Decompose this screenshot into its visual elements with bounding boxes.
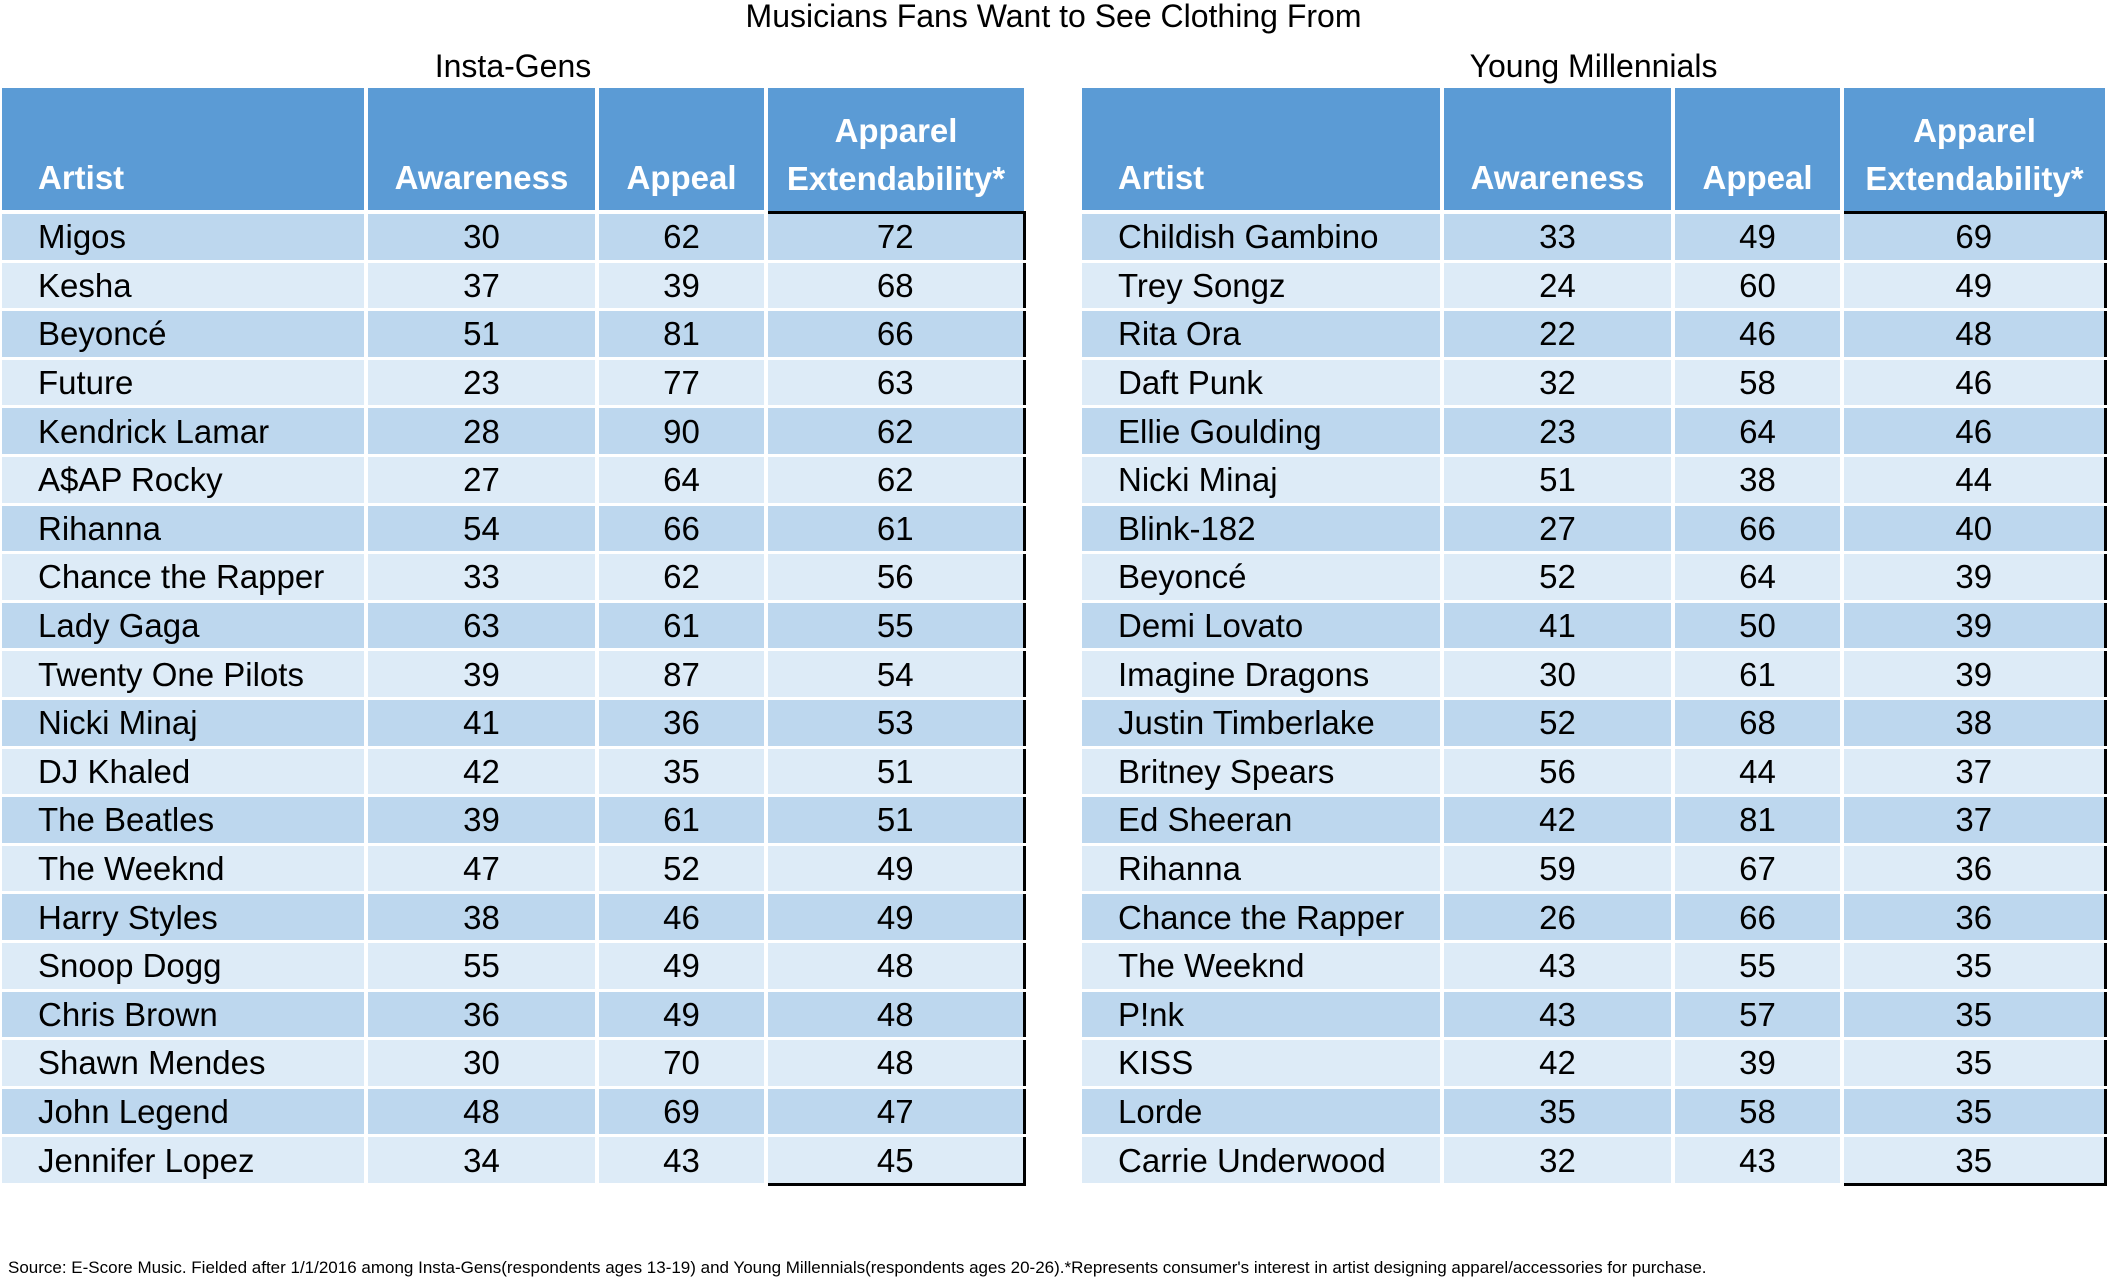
apparel-extendability-cell: 62 [766,407,1024,456]
artist-cell: Childish Gambino [1082,212,1442,261]
table-row [2,1087,1024,1136]
appeal-cell: 70 [597,1039,766,1088]
artist-cell: Lady Gaga [2,601,366,650]
artist-cell: The Weeknd [1082,941,1442,990]
insta-gens-table-block [2,44,1024,1186]
artist-cell: Chance the Rapper [1082,893,1442,942]
apparel-extendability-cell: 35 [1842,1039,2105,1088]
awareness-cell: 55 [366,941,597,990]
young-millennials-rows [1082,212,2105,1184]
table-row [1082,1136,2105,1185]
apparel-extendability-cell: 51 [766,747,1024,796]
awareness-cell: 27 [366,455,597,504]
table-row [2,893,1024,942]
table-row [1082,941,2105,990]
appeal-cell: 61 [597,796,766,845]
appeal-cell: 90 [597,407,766,456]
artist-cell: Future [2,358,366,407]
insta-gens-title: Insta-Gens [434,48,592,84]
apparel-extendability-cell: 37 [1842,796,2105,845]
appeal-cell: 35 [597,747,766,796]
awareness-cell: 42 [1442,1039,1673,1088]
awareness-cell: 27 [1442,504,1673,553]
appeal-cell: 60 [1673,261,1842,310]
apparel-extendability-cell: 40 [1842,504,2105,553]
apparel-extendability-cell: 46 [1842,358,2105,407]
artist-cell: Twenty One Pilots [2,650,366,699]
awareness-cell: 52 [1442,553,1673,602]
artist-cell: A$AP Rocky [2,455,366,504]
artist-cell: Nicki Minaj [2,698,366,747]
apparel-extendability-cell: 39 [1842,650,2105,699]
table-row [1082,650,2105,699]
awareness-cell: 52 [1442,698,1673,747]
table-row [2,796,1024,845]
appeal-cell: 58 [1673,1087,1842,1136]
awareness-cell: 22 [1442,310,1673,359]
artist-cell: Nicki Minaj [1082,455,1442,504]
artist-header: Artist [1082,88,1442,212]
awareness-cell: 63 [366,601,597,650]
apparel-extendability-cell: 46 [1842,407,2105,456]
appeal-cell: 50 [1673,601,1842,650]
apparel-extendability-cell: 55 [766,601,1024,650]
apparel-extendability-cell: 35 [1842,990,2105,1039]
apparel-extendability-cell: 39 [1842,601,2105,650]
table-row [1082,698,2105,747]
apparel-extendability-cell: 48 [766,1039,1024,1088]
awareness-cell: 24 [1442,261,1673,310]
appeal-cell: 67 [1673,844,1842,893]
apparel-extendability-cell: 35 [1842,941,2105,990]
table-row [1082,358,2105,407]
artist-cell: Shawn Mendes [2,1039,366,1088]
table-row [2,407,1024,456]
appeal-cell: 68 [1673,698,1842,747]
table-row [1082,1087,2105,1136]
appeal-cell: 38 [1673,455,1842,504]
artist-cell: The Weeknd [2,844,366,893]
apparel-extendability-cell: 63 [766,358,1024,407]
table-row [2,358,1024,407]
young-millennials-title: Young Millennials [1469,48,1718,84]
table-row [1082,1039,2105,1088]
table-row [2,990,1024,1039]
awareness-cell: 39 [366,796,597,845]
apparel-extendability-cell: 62 [766,455,1024,504]
apparel-extendability-cell: 35 [1842,1136,2105,1185]
appeal-cell: 81 [1673,796,1842,845]
table-row [1082,553,2105,602]
artist-cell: Britney Spears [1082,747,1442,796]
artist-cell: Imagine Dragons [1082,650,1442,699]
table-row [2,601,1024,650]
awareness-cell: 43 [1442,990,1673,1039]
appeal-cell: 43 [1673,1136,1842,1185]
table-row [2,553,1024,602]
appeal-header: Appeal [1673,88,1842,212]
appeal-cell: 49 [1673,212,1842,261]
artist-cell: John Legend [2,1087,366,1136]
apparel-extendability-cell: 44 [1842,455,2105,504]
awareness-cell: 59 [1442,844,1673,893]
awareness-cell: 34 [366,1136,597,1185]
apparel-extendability-header [766,88,1024,212]
apparel-extendability-header-line1: Apparel [1913,111,2036,149]
artist-cell: Beyoncé [2,310,366,359]
awareness-cell: 39 [366,650,597,699]
artist-cell: Carrie Underwood [1082,1136,1442,1185]
awareness-cell: 26 [1442,893,1673,942]
apparel-extendability-cell: 38 [1842,698,2105,747]
appeal-cell: 87 [597,650,766,699]
apparel-extendability-cell: 49 [1842,261,2105,310]
apparel-extendability-cell: 37 [1842,747,2105,796]
awareness-cell: 41 [1442,601,1673,650]
apparel-extendability-header-line2: Extendability* [1865,159,2084,197]
apparel-extendability-cell: 66 [766,310,1024,359]
appeal-cell: 69 [597,1087,766,1136]
artist-cell: DJ Khaled [2,747,366,796]
apparel-extendability-cell: 47 [766,1087,1024,1136]
table-row [1082,310,2105,359]
table-row [1082,261,2105,310]
awareness-cell: 43 [1442,941,1673,990]
apparel-extendability-cell: 68 [766,261,1024,310]
awareness-cell: 33 [366,553,597,602]
awareness-cell: 37 [366,261,597,310]
table-row [2,698,1024,747]
awareness-cell: 42 [1442,796,1673,845]
appeal-cell: 64 [1673,553,1842,602]
source-footnote: Source: E-Score Music. Fielded after 1/1/2016 among Insta-Gens(respondents ages 13-19) and Young Millennials(respondents ages 20-26).*Represents consumer's interest in artist designing apparel/accessories for purchase. [8,1258,1707,1277]
apparel-extendability-cell: 49 [766,893,1024,942]
appeal-header: Appeal [597,88,766,212]
apparel-extendability-cell: 48 [766,941,1024,990]
young-millennials-table-block [1082,44,2105,1186]
artist-cell: Ed Sheeran [1082,796,1442,845]
apparel-extendability-cell: 53 [766,698,1024,747]
artist-cell: Chris Brown [2,990,366,1039]
awareness-cell: 47 [366,844,597,893]
appeal-cell: 49 [597,941,766,990]
appeal-cell: 77 [597,358,766,407]
apparel-extendability-cell: 48 [766,990,1024,1039]
awareness-cell: 56 [1442,747,1673,796]
apparel-extendability-cell: 51 [766,796,1024,845]
table-row [2,261,1024,310]
appeal-cell: 61 [1673,650,1842,699]
header-row [1082,88,2105,212]
appeal-cell: 66 [1673,504,1842,553]
table-row [2,844,1024,893]
appeal-cell: 49 [597,990,766,1039]
table-row [1082,407,2105,456]
appeal-cell: 39 [597,261,766,310]
apparel-extendability-cell: 36 [1842,844,2105,893]
apparel-extendability-cell: 72 [766,212,1024,261]
chart-title: Musicians Fans Want to See Clothing From [745,0,1362,34]
young-millennials-table [1082,88,2107,1186]
appeal-cell: 44 [1673,747,1842,796]
table-row [2,455,1024,504]
awareness-cell: 30 [1442,650,1673,699]
awareness-cell: 48 [366,1087,597,1136]
appeal-cell: 46 [597,893,766,942]
awareness-cell: 54 [366,504,597,553]
artist-header: Artist [2,88,366,212]
apparel-extendability-cell: 61 [766,504,1024,553]
table-row [2,1136,1024,1185]
apparel-extendability-cell: 35 [1842,1087,2105,1136]
table-row [1082,796,2105,845]
awareness-cell: 35 [1442,1087,1673,1136]
appeal-cell: 58 [1673,358,1842,407]
awareness-header: Awareness [1442,88,1673,212]
apparel-extendability-cell: 45 [766,1136,1024,1185]
table-row [2,650,1024,699]
table-row [1082,504,2105,553]
appeal-cell: 62 [597,212,766,261]
appeal-cell: 62 [597,553,766,602]
appeal-cell: 39 [1673,1039,1842,1088]
awareness-cell: 32 [1442,1136,1673,1185]
appeal-cell: 43 [597,1136,766,1185]
apparel-extendability-header [1842,88,2105,212]
header-row [2,88,1024,212]
artist-cell: The Beatles [2,796,366,845]
table-row [2,747,1024,796]
appeal-cell: 64 [1673,407,1842,456]
artist-cell: Justin Timberlake [1082,698,1442,747]
apparel-extendability-cell: 48 [1842,310,2105,359]
appeal-cell: 81 [597,310,766,359]
apparel-extendability-cell: 56 [766,553,1024,602]
artist-cell: Blink-182 [1082,504,1442,553]
apparel-extendability-cell: 49 [766,844,1024,893]
insta-gens-table [2,88,1026,1186]
awareness-header: Awareness [366,88,597,212]
awareness-cell: 42 [366,747,597,796]
apparel-extendability-cell: 54 [766,650,1024,699]
apparel-extendability-cell: 39 [1842,553,2105,602]
artist-cell: P!nk [1082,990,1442,1039]
table-row [1082,455,2105,504]
artist-cell: KISS [1082,1039,1442,1088]
awareness-cell: 30 [366,1039,597,1088]
appeal-cell: 64 [597,455,766,504]
artist-cell: Beyoncé [1082,553,1442,602]
awareness-cell: 23 [366,358,597,407]
appeal-cell: 46 [1673,310,1842,359]
artist-cell: Snoop Dogg [2,941,366,990]
artist-cell: Trey Songz [1082,261,1442,310]
apparel-extendability-cell: 36 [1842,893,2105,942]
artist-cell: Kesha [2,261,366,310]
appeal-cell: 52 [597,844,766,893]
table-row [2,941,1024,990]
awareness-cell: 30 [366,212,597,261]
apparel-extendability-cell: 69 [1842,212,2105,261]
table-row [1082,747,2105,796]
awareness-cell: 51 [1442,455,1673,504]
table-row [2,310,1024,359]
awareness-cell: 23 [1442,407,1673,456]
appeal-cell: 57 [1673,990,1842,1039]
table-row [1082,212,2105,261]
table-row [2,1039,1024,1088]
artist-cell: Kendrick Lamar [2,407,366,456]
table-row [2,504,1024,553]
table-row [1082,990,2105,1039]
appeal-cell: 66 [597,504,766,553]
artist-cell: Chance the Rapper [2,553,366,602]
insta-gens-rows [2,212,1024,1184]
table-row [1082,893,2105,942]
awareness-cell: 33 [1442,212,1673,261]
table-row [1082,844,2105,893]
awareness-cell: 38 [366,893,597,942]
apparel-extendability-header-line1: Apparel [834,111,958,149]
artist-cell: Jennifer Lopez [2,1136,366,1185]
artist-cell: Harry Styles [2,893,366,942]
awareness-cell: 51 [366,310,597,359]
table-row [2,212,1024,261]
artist-cell: Migos [2,212,366,261]
artist-cell: Daft Punk [1082,358,1442,407]
artist-cell: Ellie Goulding [1082,407,1442,456]
artist-cell: Rihanna [1082,844,1442,893]
artist-cell: Lorde [1082,1087,1442,1136]
awareness-cell: 36 [366,990,597,1039]
artist-cell: Demi Lovato [1082,601,1442,650]
table-row [1082,601,2105,650]
awareness-cell: 41 [366,698,597,747]
artist-cell: Rita Ora [1082,310,1442,359]
appeal-cell: 61 [597,601,766,650]
awareness-cell: 32 [1442,358,1673,407]
awareness-cell: 28 [366,407,597,456]
apparel-extendability-header-line2: Extendability* [786,159,1006,197]
appeal-cell: 55 [1673,941,1842,990]
artist-cell: Rihanna [2,504,366,553]
appeal-cell: 66 [1673,893,1842,942]
appeal-cell: 36 [597,698,766,747]
